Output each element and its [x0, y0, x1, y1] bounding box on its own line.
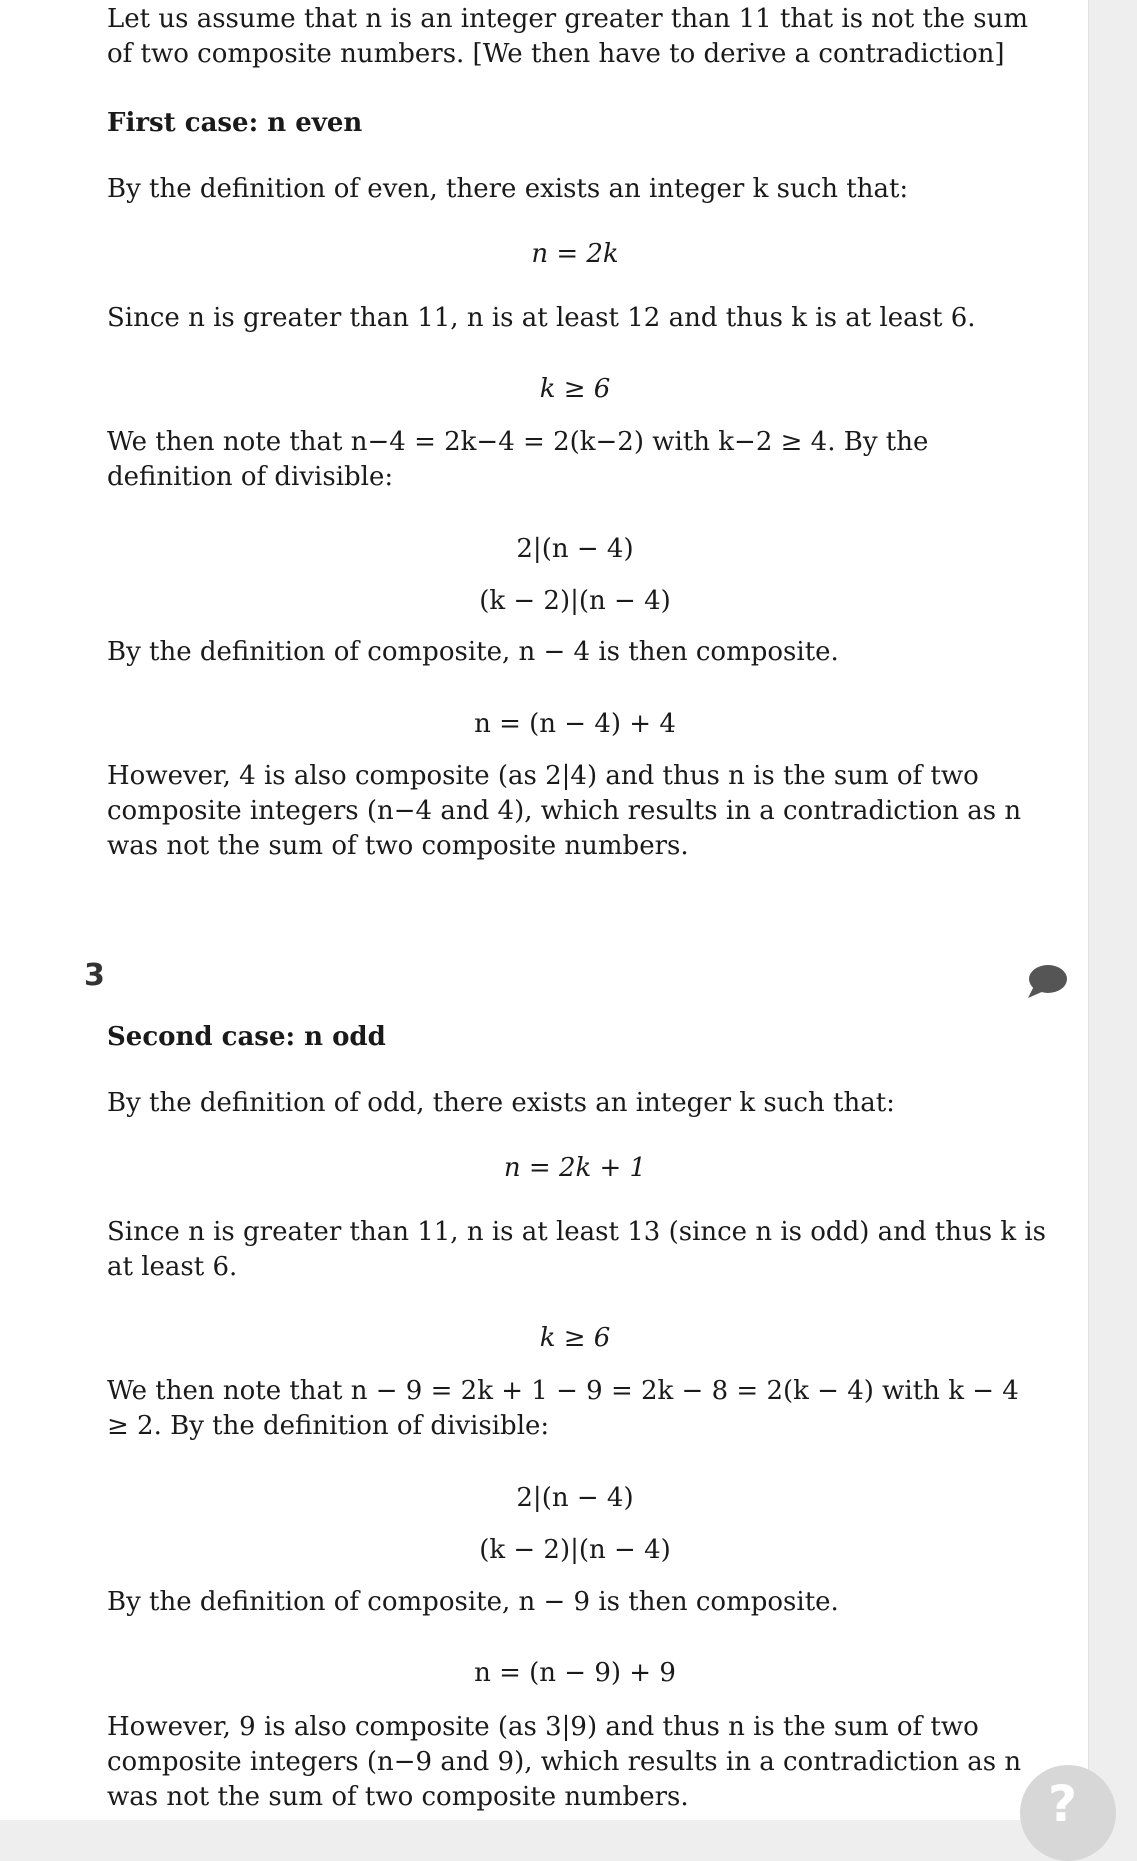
- speech-bubble-icon[interactable]: [1026, 964, 1068, 1000]
- equation-sum-9: n = (n − 9) + 9: [474, 1658, 676, 1688]
- case1-however: However, 4 is also composite (as 2|4) and thus n is the sum of two composite integers (n−4 and 4), which results in a contradiction as n was not the sum of two composite numbers.: [107, 761, 1022, 861]
- equation-sum-4: n = (n − 4) + 4: [474, 709, 676, 739]
- case2-definition: By the definition of odd, there exists an integer k such that:: [107, 1088, 895, 1118]
- equation-k-ge-6-second: k ≥ 6: [539, 1323, 611, 1353]
- case2-since: Since n is greater than 11, n is at least 13 (since n is odd) and thus k is at least 6.: [107, 1217, 1046, 1282]
- case2-composite: By the definition of composite, n − 9 is then composite.: [107, 1587, 839, 1617]
- equation-n-2k: n = 2k: [531, 239, 619, 269]
- case2-however: However, 9 is also composite (as 3|9) and thus n is the sum of two composite integers (n−9 and 9), which results in a contradiction as n was not the sum of two composite numbers.: [107, 1712, 1022, 1812]
- equation-divides-1: 2|(n − 4): [516, 534, 634, 564]
- case2-note: We then note that n − 9 = 2k + 1 − 9 = 2k − 8 = 2(k − 4) with k − 4 ≥ 2. By the definition of divisible:: [107, 1376, 1019, 1441]
- equation-divides-2: (k − 2)|(n − 4): [479, 586, 671, 616]
- equation-divides-4: (k − 2)|(n − 4): [479, 1535, 671, 1565]
- case1-heading: First case: n even: [107, 108, 363, 138]
- equation-divides-3: 2|(n − 4): [516, 1483, 634, 1513]
- case1-definition: By the definition of even, there exists an integer k such that:: [107, 174, 909, 204]
- equation-n-2k-plus-1: n = 2k + 1: [503, 1153, 647, 1183]
- case1-since: Since n is greater than 11, n is at least 12 and thus k is at least 6.: [107, 303, 976, 333]
- step-number: 3: [84, 958, 105, 993]
- question-mark-icon: ?: [1048, 1775, 1078, 1833]
- case1-note: We then note that n−4 = 2k−4 = 2(k−2) with k−2 ≥ 4. By the definition of divisible:: [107, 427, 929, 492]
- help-button[interactable]: [1020, 1765, 1116, 1861]
- equation-k-ge-6: k ≥ 6: [539, 374, 611, 404]
- case2-heading: Second case: n odd: [107, 1022, 386, 1052]
- intro-paragraph: Let us assume that n is an integer greater than 11 that is not the sum of two composite numbers. [We then have to derive a contradiction]: [107, 4, 1028, 69]
- case1-composite: By the definition of composite, n − 4 is then composite.: [107, 637, 839, 667]
